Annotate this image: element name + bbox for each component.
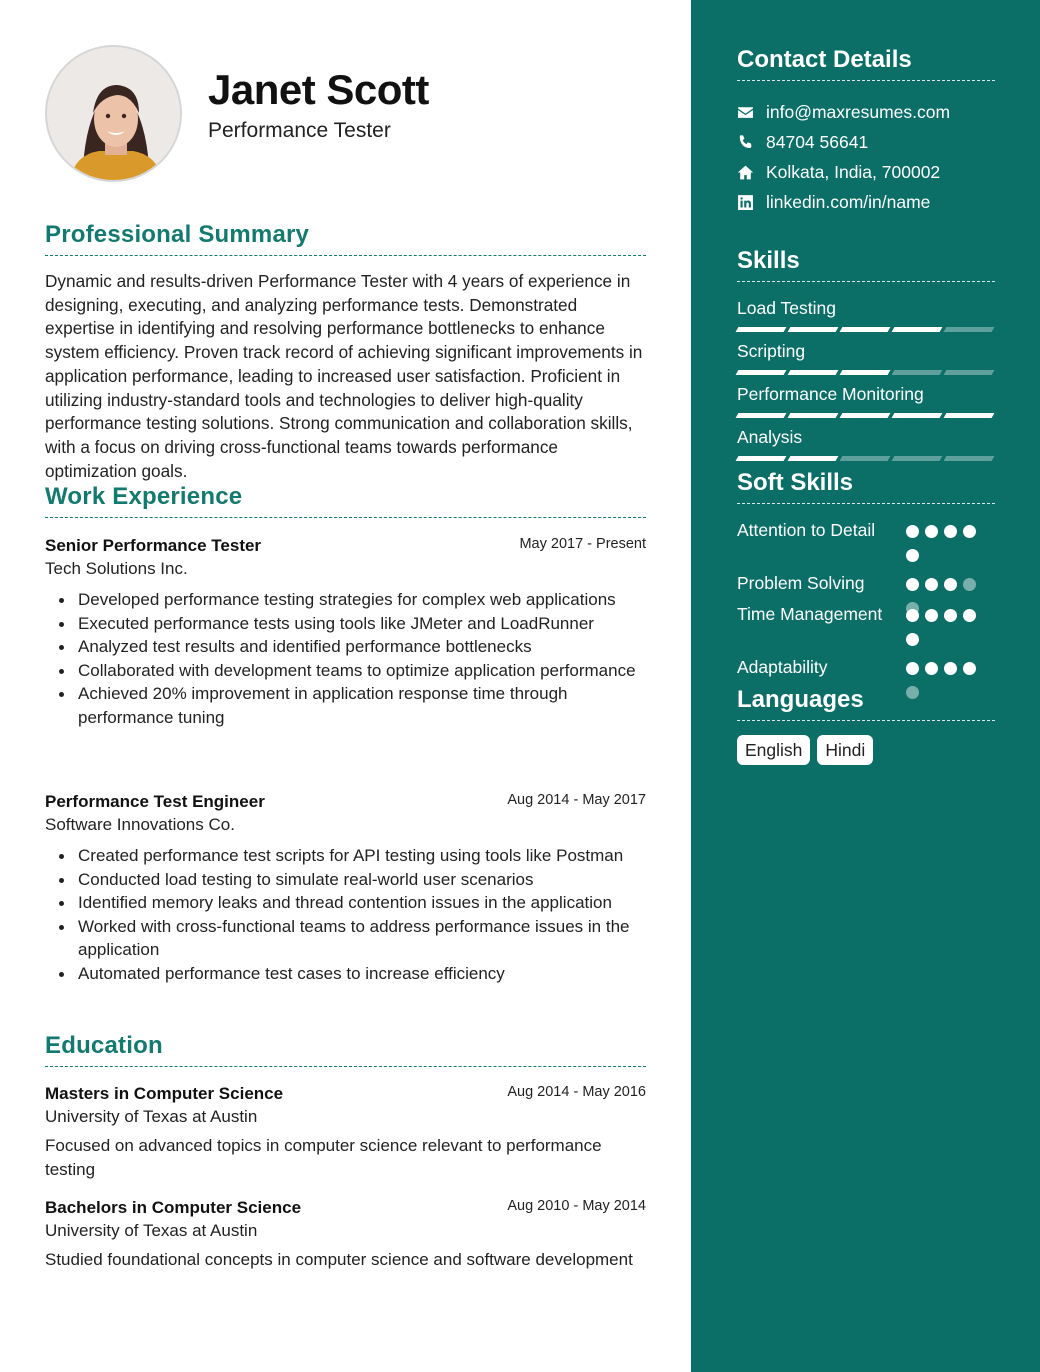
bullet-item: Worked with cross-functional teams to address performance issues in the application <box>45 915 646 962</box>
language-list <box>737 735 873 765</box>
skill-level-bar <box>737 370 995 375</box>
home-icon <box>737 164 754 181</box>
rating-dot <box>963 662 976 675</box>
soft-skill-name: Time Management <box>737 604 883 624</box>
rating-dot <box>925 609 938 622</box>
experience-heading: Work Experience <box>45 483 646 518</box>
education-entry <box>45 1196 646 1272</box>
rating-dot <box>906 578 919 591</box>
skill-level-bar <box>737 456 995 461</box>
language-chip: English <box>737 735 810 765</box>
rating-dot <box>944 662 957 675</box>
language-chip: Hindi <box>817 735 873 765</box>
rating-dot <box>963 578 976 591</box>
rating-dot <box>906 662 919 675</box>
candidate-name: Janet Scott <box>208 66 429 113</box>
rating-dot <box>906 525 919 538</box>
degree: Masters in Computer Science <box>45 1084 284 1103</box>
rating-dot <box>906 609 919 622</box>
profile-photo <box>45 45 182 182</box>
school: University of Texas at Austin <box>45 1107 258 1126</box>
bullet-item: Executed performance tests using tools like JMeter and LoadRunner <box>45 612 646 636</box>
skill-name: Analysis <box>737 427 803 447</box>
skill-level-segment <box>892 370 943 375</box>
bullet-item: Analyzed test results and identified performance bottlenecks <box>45 635 646 659</box>
education-dates: Aug 2014 - May 2016 <box>507 1084 646 1100</box>
education-description: Studied foundational concepts in computer science and software development <box>45 1250 633 1269</box>
soft-skills-heading: Soft Skills <box>737 469 995 504</box>
bullet-item: Collaborated with development teams to optimize application performance <box>45 659 646 683</box>
bullet-item: Created performance test scripts for API testing using tools like Postman <box>45 844 646 868</box>
skill-name: Performance Monitoring <box>737 384 924 404</box>
skill-level-segment <box>788 413 839 418</box>
skill-level-bar <box>737 413 995 418</box>
rating-dot <box>963 525 976 538</box>
phone-text: 84704 56641 <box>766 131 869 152</box>
job-role: Performance Test Engineer <box>45 792 265 811</box>
skill-level-segment <box>736 413 787 418</box>
skill-level-segment <box>788 370 839 375</box>
soft-skill-name: Problem Solving <box>737 573 865 593</box>
education-description: Focused on advanced topics in computer science relevant to performance testing <box>45 1136 602 1179</box>
bullet-item: Developed performance testing strategies for complex web applications <box>45 588 646 612</box>
skill-level-segment <box>736 370 787 375</box>
education-entry <box>45 1082 646 1182</box>
skill-level-segment <box>840 413 891 418</box>
languages-heading: Languages <box>737 686 995 721</box>
skill-name: Load Testing <box>737 298 836 318</box>
envelope-icon <box>737 104 754 121</box>
linkedin-text: linkedin.com/in/name <box>766 191 931 212</box>
candidate-title: Performance Tester <box>208 119 391 142</box>
bullet-item: Automated performance test cases to increase efficiency <box>45 962 646 986</box>
rating-dot <box>906 633 919 646</box>
job-role: Senior Performance Tester <box>45 536 262 555</box>
rating-dot <box>906 549 919 562</box>
job-dates: May 2017 - Present <box>519 536 646 552</box>
skill-level-segment <box>788 327 839 332</box>
soft-skill-rating <box>906 609 980 646</box>
skill-item <box>737 383 995 418</box>
sidebar <box>691 0 1040 1372</box>
job-entry <box>45 534 646 729</box>
skill-item <box>737 340 995 375</box>
degree: Bachelors in Computer Science <box>45 1198 302 1217</box>
job-company: Software Innovations Co. <box>45 815 235 834</box>
rating-dot <box>944 578 957 591</box>
skill-level-segment <box>736 456 787 461</box>
skill-level-segment <box>840 370 891 375</box>
skill-level-segment <box>892 456 943 461</box>
skill-level-segment <box>944 413 995 418</box>
rating-dot <box>925 578 938 591</box>
skill-level-segment <box>944 456 995 461</box>
address-text: Kolkata, India, 700002 <box>766 161 941 182</box>
contact-phone[interactable] <box>737 130 868 154</box>
job-dates: Aug 2014 - May 2017 <box>507 792 646 808</box>
phone-icon <box>737 134 754 151</box>
soft-skill-name: Attention to Detail <box>737 520 876 540</box>
skills-heading: Skills <box>737 247 995 282</box>
email-text: info@maxresumes.com <box>766 101 951 122</box>
skill-level-bar <box>737 327 995 332</box>
skill-level-segment <box>944 370 995 375</box>
skill-level-segment <box>892 413 943 418</box>
linkedin-icon <box>737 194 754 211</box>
skill-level-segment <box>736 327 787 332</box>
bullet-item: Achieved 20% improvement in application response time through performance tuning <box>45 682 646 729</box>
job-bullets <box>45 844 646 985</box>
summary-heading: Professional Summary <box>45 221 646 256</box>
rating-dot <box>925 525 938 538</box>
education-dates: Aug 2010 - May 2014 <box>507 1198 646 1214</box>
skill-level-segment <box>944 327 995 332</box>
skill-name: Scripting <box>737 341 806 361</box>
job-entry <box>45 790 646 985</box>
skill-level-segment <box>892 327 943 332</box>
skill-level-segment <box>840 327 891 332</box>
soft-skill-rating <box>906 525 980 562</box>
rating-dot <box>944 609 957 622</box>
rating-dot <box>944 525 957 538</box>
skill-item <box>737 426 995 461</box>
bullet-item: Identified memory leaks and thread contention issues in the application <box>45 891 646 915</box>
contact-address <box>737 160 940 184</box>
contact-heading: Contact Details <box>737 46 995 81</box>
summary-text: Dynamic and results-driven Performance Tester with 4 years of experience in designing, executing, and analyzing performance tests. Demonstrated expertise in identifying and resolving performance bottlenecks to enhance system efficiency. Proven track record of achieving significant improvements in application performance, leading to increased user satisfaction. Proficient in utilizing industry-standard tools and technologies to deliver high-quality performance testing solutions. Strong communication and collaboration skills, with a focus on driving cross-functional teams towards performance optimization goals. <box>45 271 643 481</box>
skill-level-segment <box>788 456 839 461</box>
bullet-item: Conducted load testing to simulate real-world user scenarios <box>45 868 646 892</box>
job-bullets <box>45 588 646 729</box>
job-company: Tech Solutions Inc. <box>45 559 188 578</box>
skill-level-segment <box>840 456 891 461</box>
contact-email[interactable] <box>737 100 950 124</box>
skill-item <box>737 297 995 332</box>
rating-dot <box>925 662 938 675</box>
education-heading: Education <box>45 1032 646 1067</box>
school: University of Texas at Austin <box>45 1221 258 1240</box>
soft-skill-name: Adaptability <box>737 657 828 677</box>
rating-dot <box>963 609 976 622</box>
contact-linkedin[interactable] <box>737 190 930 214</box>
